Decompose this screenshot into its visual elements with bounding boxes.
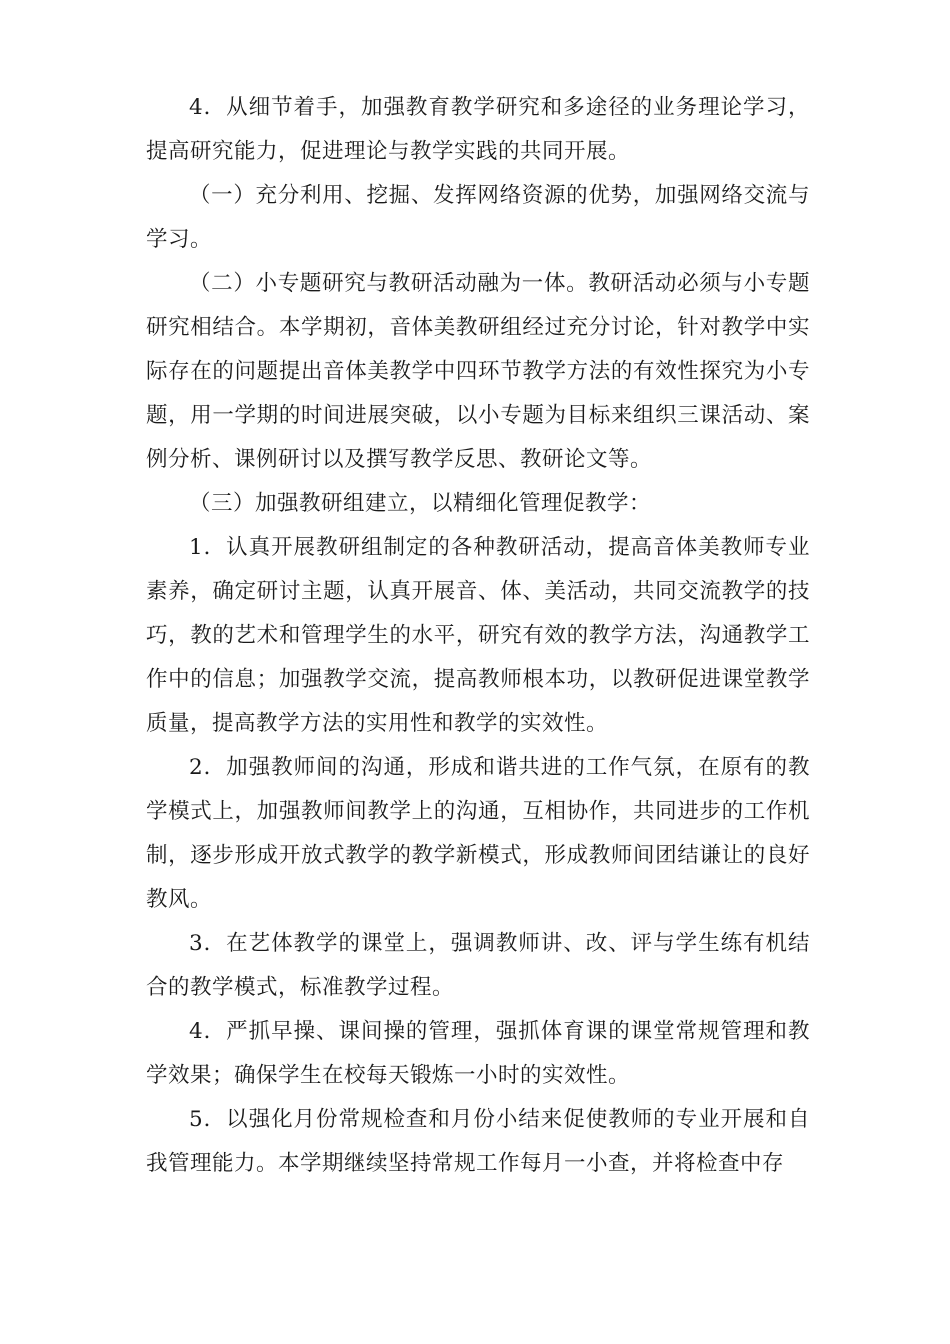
paragraph-list-item-1: 1．认真开展教研组制定的各种教研活动，提高音体美教师专业素养，确定研讨主题，认真开展音、体、美活动，共同交流教学的技巧，教的艺术和管理学生的水平，研究有效的教学方法，沟通教学工作中的信息；加强教学交流，提高教师根本功，以教研促进课堂教学质量，提高教学方法的实用性和教学的实效性。 — [146, 535, 810, 736]
paragraph-list-item-3: 3．在艺体教学的课堂上，强调教师讲、改、评与学生练有机结合的教学模式，标准教学过程。 — [146, 931, 810, 1000]
document-body — [146, 86, 810, 1186]
paragraph-section-2-special-topic: （二）小专题研究与教研活动融为一体。教研活动必须与小专题研究相结合。本学期初，音体美教研组经过充分讨论，针对教学中实际存在的问题提出音体美教学中四环节教学方法的有效性探究为小专题，用一学期的时间进展突破，以小专题为目标来组织三课活动、案例分析、课例研讨以及撰写教学反思、教研论文等。 — [146, 271, 810, 472]
paragraph-section-1-network: （一）充分利用、挖掘、发挥网络资源的优势，加强网络交流与学习。 — [146, 183, 810, 252]
paragraph-list-item-4: 4．严抓早操、课间操的管理，强抓体育课的课堂常规管理和教学效果；确保学生在校每天锻炼一小时的实效性。 — [146, 1019, 810, 1088]
paragraph-list-item-2: 2．加强教师间的沟通，形成和谐共进的工作气氛，在原有的教学模式上，加强教师间教学上的沟通，互相协作，共同进步的工作机制，逐步形成开放式教学的教学新模式，形成教师间团结谦让的良好教风。 — [146, 755, 810, 912]
paragraph-list-item-5: 5．以强化月份常规检查和月份小结来促使教师的专业开展和自我管理能力。本学期继续坚持常规工作每月一小查，并将检查中存 — [146, 1107, 810, 1176]
paragraph-section-3-heading: （三）加强教研组建立，以精细化管理促教学： — [189, 491, 652, 516]
paragraph-item-4-research: 4．从细节着手，加强教育教学研究和多途径的业务理论学习，提高研究能力，促进理论与教学实践的共同开展。 — [146, 95, 810, 164]
